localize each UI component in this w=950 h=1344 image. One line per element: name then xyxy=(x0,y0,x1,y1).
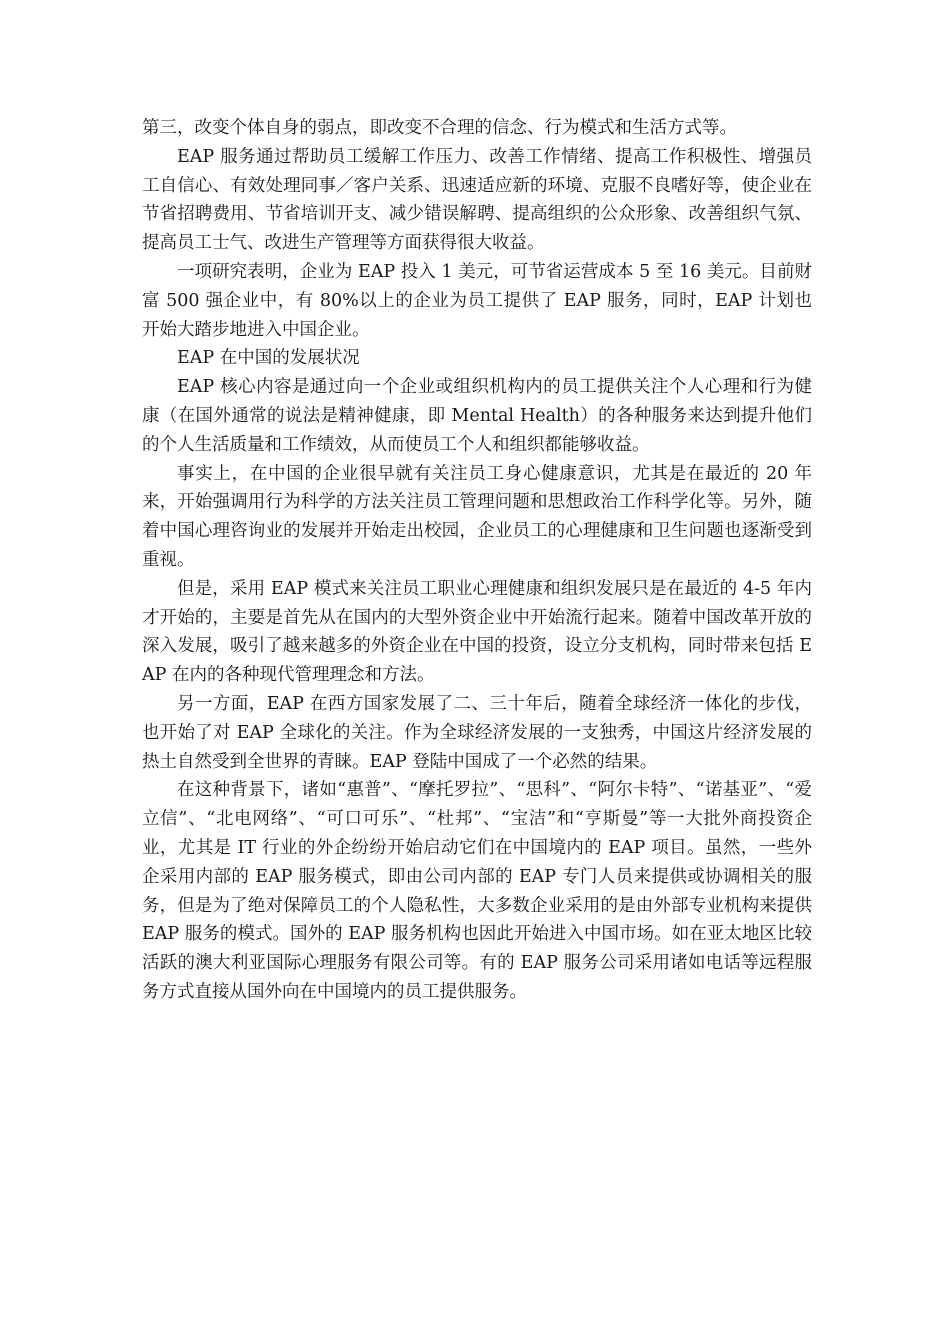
paragraph-china-history: 事实上，在中国的企业很早就有关注员工身心健康意识，尤其是在最近的 20 年来，开始强调用行为科学的方法关注员工管理问题和思想政治工作科学化等。另外，随着中国心理咨询业的发展并开始走出校园，企业员工的心理健康和卫生问题也逐渐受到重视。 xyxy=(142,463,812,570)
paragraph-eap-core-content: EAP 核心内容是通过向一个企业或组织机构内的员工提供关注个人心理和行为健康（在国外通常的说法是精神健康，即 Mental Health）的各种服务来达到提升他们的个人生活质量和工作绩效，从而使员工个人和组织都能够收益。 xyxy=(142,377,812,455)
paragraph-globalization: 另一方面，EAP 在西方国家发展了二、三十年后，随着全球经济一体化的步伐，也开始了对 EAP 全球化的关注。作为全球经济发展的一支独秀，中国这片经济发展的热土自然受到全世界的青睐。EAP 登陆中国成了一个必然的结果。 xyxy=(142,693,812,772)
paragraph-research-findings: 一项研究表明，企业为 EAP 投入 1 美元，可节省运营成本 5 至 16 美元。目前财富 500 强企业中，有 80%以上的企业为员工提供了 EAP 服务，同时，EAP 计划也开始大踏步地进入中国企业。 xyxy=(142,261,812,340)
paragraph-eap-adoption: 但是，采用 EAP 模式来关注员工职业心理健康和组织发展只是在最近的 4-5 年内才开始的，主要是首先从在国内的大型外资企业中开始流行起来。随着中国改革开放的深入发展，吸引了越来越多的外资企业在中国的投资，设立分支机构，同时带来包括 EAP 在内的各种现代管理理念和方法。 xyxy=(142,578,812,686)
paragraph-foreign-companies: 在这种背景下，诸如“惠普”、“摩托罗拉”、“思科”、“阿尔卡特”、“诺基亚”、“爱立信”、“北电网络”、“可口可乐”、“杜邦”、“宝洁”和“亨斯曼”等一大批外商投资企业，尤其是 IT 行业的外企纷纷开始启动它们在中国境内的 EAP 项目。虽然，一些外企采用内部的 EAP 服务模式，即由公司内部的 EAP 专门人员来提供或协调相关的服务，但是为了绝对保障员工的个人隐私性，大多数企业采用的是由外部专业机构来提供 EAP 服务的模式。国外的 EAP 服务机构也因此开始进入中国市场。如在亚太地区比较活跃的澳大利亚国际心理服务有限公司等。有的 EAP 服务公司采用诸如电话等远程服务方式直接从国外向在中国境内的员工提供服务。 xyxy=(142,780,812,1002)
paragraph-third-point: 第三，改变个体自身的弱点，即改变不合理的信念、行为模式和生活方式等。 xyxy=(142,118,737,138)
section-heading-eap-china: EAP 在中国的发展状况 xyxy=(177,348,360,369)
paragraph-eap-benefits: EAP 服务通过帮助员工缓解工作压力、改善工作情绪、提高工作积极性、增强员工自信心、有效处理同事／客户关系、迅速适应新的环境、克服不良嗜好等，使企业在节省招聘费用、节省培训开支、减少错误解聘、提高组织的公众形象、改善组织气氛、提高员工士气、改进生产管理等方面获得很大收益。 xyxy=(142,146,812,254)
document-page xyxy=(142,114,812,1007)
